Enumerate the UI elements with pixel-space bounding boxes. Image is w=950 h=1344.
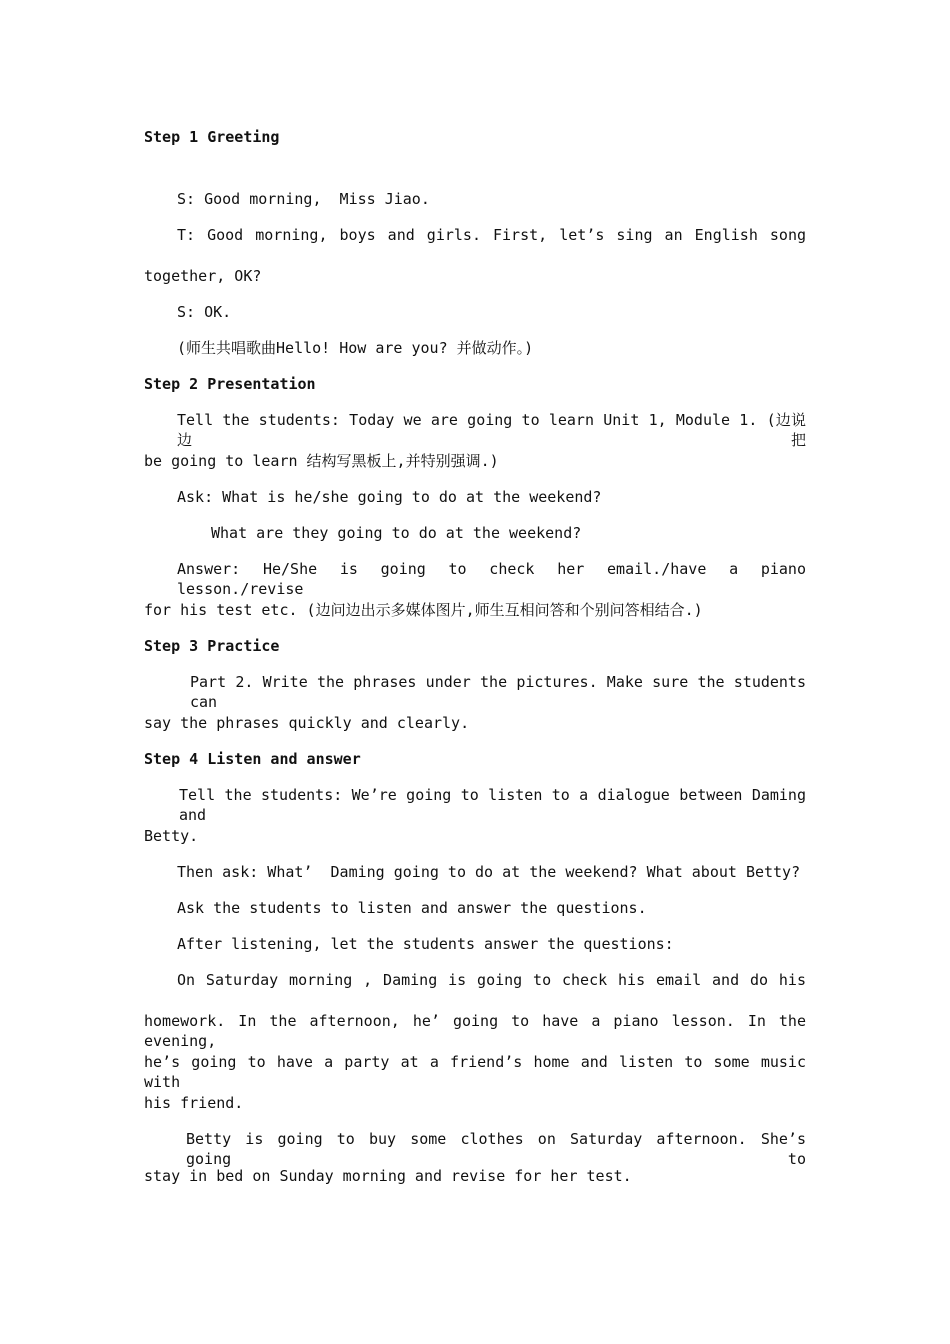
paragraph-line: After listening, let the students answer the questions: bbox=[177, 935, 674, 953]
paragraph-line: (师生共唱歌曲Hello! How are you? 并做动作。) bbox=[177, 339, 534, 357]
paragraph-line: he’s going to have a party at a friend’s home and listen to some music with bbox=[144, 1053, 806, 1091]
paragraph-line: be going to learn 结构写黑板上,并特别强调.) bbox=[144, 452, 499, 470]
step-3-heading: Step 3 Practice bbox=[144, 637, 280, 655]
paragraph-line: for his test etc. (边问边出示多媒体图片,师生互相问答和个别问答相结合.) bbox=[144, 601, 703, 619]
step-1-heading: Step 1 Greeting bbox=[144, 128, 280, 146]
paragraph-line: Ask the students to listen and answer the questions. bbox=[177, 899, 647, 917]
paragraph-line: Tell the students: Today we are going to learn Unit 1, Module 1. (边说边把 bbox=[177, 411, 806, 449]
paragraph-line: Part 2. Write the phrases under the pictures. Make sure the students can bbox=[190, 673, 806, 711]
paragraph-line: Betty is going to buy some clothes on Saturday afternoon. She’s going to bbox=[186, 1130, 806, 1168]
paragraph-line: On Saturday morning , Daming is going to check his email and do his bbox=[177, 971, 806, 989]
paragraph-line: Ask: What is he/she going to do at the weekend? bbox=[177, 488, 602, 506]
paragraph-line: Tell the students: We’re going to listen to a dialogue between Daming and bbox=[179, 786, 806, 824]
paragraph-line: T: Good morning, boys and girls. First, let’s sing an English song bbox=[177, 226, 806, 244]
paragraph-line: S: Good morning, Miss Jiao. bbox=[177, 190, 430, 208]
step-4-heading: Step 4 Listen and answer bbox=[144, 750, 361, 768]
paragraph-line: What are they going to do at the weekend? bbox=[211, 524, 582, 542]
paragraph-line: Betty. bbox=[144, 827, 199, 845]
paragraph-line: his friend. bbox=[144, 1094, 244, 1112]
paragraph-line: homework. In the afternoon, he’ going to have a piano lesson. In the evening, bbox=[144, 1012, 806, 1050]
paragraph-line: S: OK. bbox=[177, 303, 232, 321]
paragraph-line: Then ask: What’ Daming going to do at the weekend? What about Betty? bbox=[177, 863, 801, 881]
paragraph-line: stay in bed on Sunday morning and revise for her test. bbox=[144, 1167, 632, 1185]
step-2-heading: Step 2 Presentation bbox=[144, 375, 316, 393]
paragraph-line: together, OK? bbox=[144, 267, 262, 285]
paragraph-line: Answer: He/She is going to check her email./have a piano lesson./revise bbox=[177, 560, 806, 598]
paragraph-line: say the phrases quickly and clearly. bbox=[144, 714, 470, 732]
